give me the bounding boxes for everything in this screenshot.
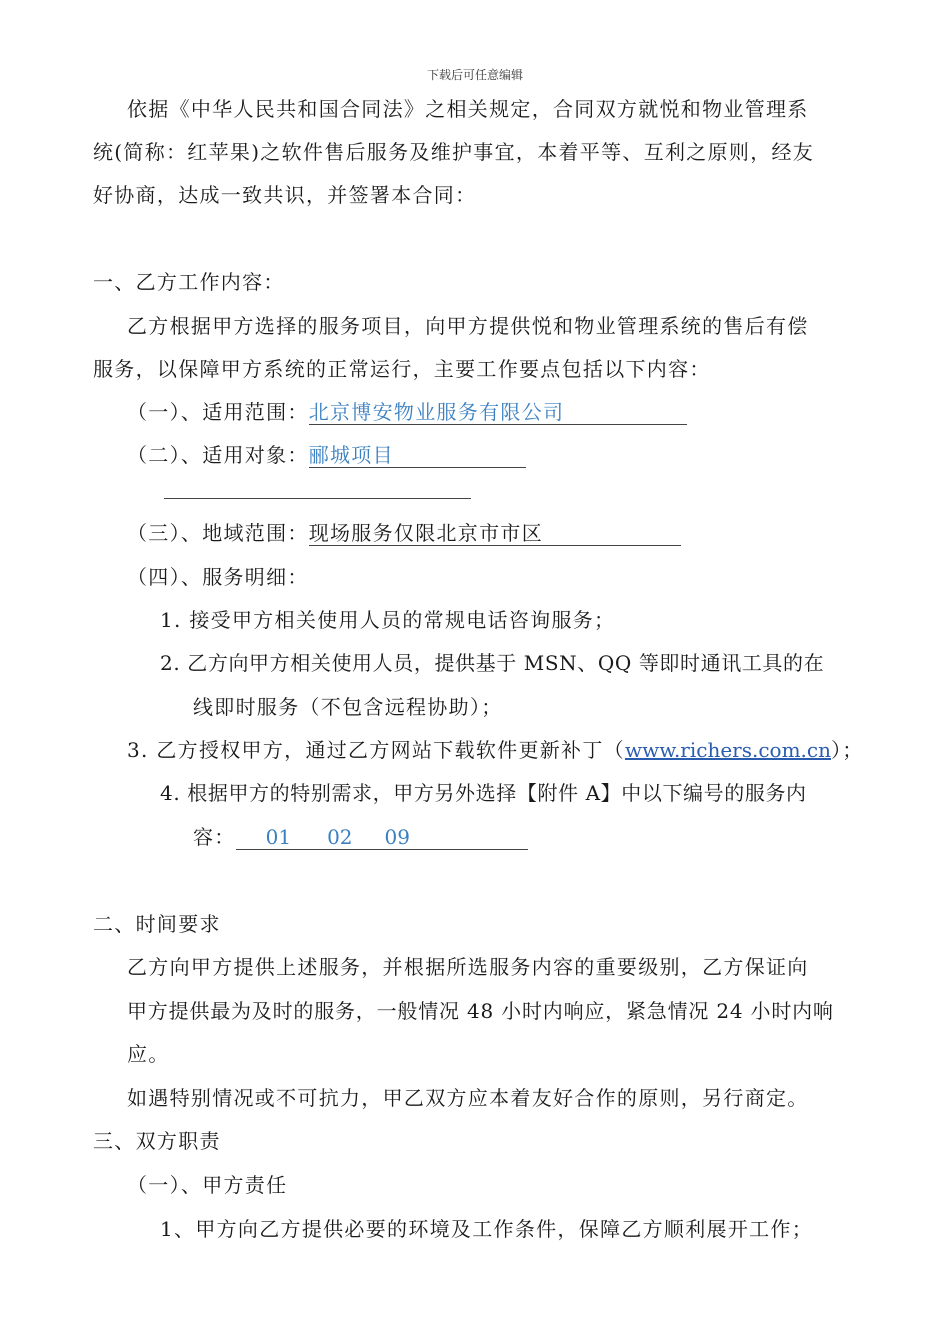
section-2-para-line-3: 应。: [127, 1042, 170, 1066]
region-row: [127, 520, 681, 546]
section-3-item-1: 1、甲方向乙方提供必要的环境及工作条件，保障乙方顺利展开工作；: [160, 1217, 814, 1241]
section-3-heading: 三、双方职责: [93, 1129, 221, 1153]
object-value: 郦城项目: [309, 443, 526, 468]
service-codes-field: [236, 825, 528, 850]
object-label: （二）、适用对象：: [127, 443, 309, 467]
section-2-heading: 二、时间要求: [93, 912, 221, 936]
service-item-1: 1. 接受甲方相关使用人员的常规电话咨询服务；: [160, 608, 616, 632]
service-code: 01: [265, 825, 292, 849]
intro-line-3: 好协商，达成一致共识，并签署本合同：: [93, 183, 477, 207]
service-item-3: [127, 737, 864, 763]
section-1-para-line-1: 乙方根据甲方选择的服务项目，向甲方提供悦和物业管理系统的售后有偿: [127, 314, 809, 338]
blank-fill-line: [164, 498, 471, 499]
website-link[interactable]: www.richers.com.cn: [624, 738, 831, 762]
region-label: （三）、地域范围：: [127, 521, 309, 545]
service-item-4-line-2: [193, 824, 528, 850]
detail-label: （四）、服务明细：: [127, 565, 309, 589]
service-code: 02: [327, 825, 353, 849]
service-item-2-line-1: 2. 乙方向甲方相关使用人员，提供基于 MSN、QQ 等即时通讯工具的在: [160, 651, 825, 675]
service-code: 09: [384, 825, 410, 849]
intro-line-2: 统(简称：红苹果)之软件售后服务及维护事宜，本着平等、互利之原则，经友: [93, 140, 815, 164]
scope-label: （一）、适用范围：: [127, 400, 309, 424]
scope-row: [127, 399, 687, 425]
object-row: [127, 442, 526, 468]
service-item-4-line-1: 4. 根据甲方的特别需求，甲方另外选择【附件 A】中以下编号的服务内: [160, 781, 807, 805]
section-3-sub-1: （一）、甲方责任: [127, 1173, 288, 1197]
service-item-4-label: 容：: [193, 825, 236, 849]
section-2-para-2: 如遇特别情况或不可抗力，甲乙双方应本着友好合作的原则，另行商定。: [127, 1086, 809, 1110]
section-2-para-line-1: 乙方向甲方提供上述服务，并根据所选服务内容的重要级别，乙方保证向: [127, 955, 809, 979]
scope-value: 北京博安物业服务有限公司: [309, 400, 687, 425]
intro-line-1: 依据《中华人民共和国合同法》之相关规定，合同双方就悦和物业管理系: [127, 97, 809, 121]
section-2-para-line-2: 甲方提供最为及时的服务，一般情况 48 小时内响应，紧急情况 24 小时内响: [127, 999, 834, 1023]
region-value: 现场服务仅限北京市市区: [309, 521, 681, 546]
service-item-3-close: ）；: [831, 738, 864, 762]
service-item-2-line-2: 线即时服务（不包含远程协助）；: [193, 695, 503, 719]
service-item-3-text: 3. 乙方授权甲方，通过乙方网站下载软件更新补丁（: [127, 738, 625, 762]
section-1-heading: 一、乙方工作内容：: [93, 270, 285, 294]
page-header-note: 下载后可任意编辑: [426, 68, 523, 82]
section-1-para-line-2: 服务，以保障甲方系统的正常运行，主要工作要点包括以下内容：: [93, 357, 711, 381]
